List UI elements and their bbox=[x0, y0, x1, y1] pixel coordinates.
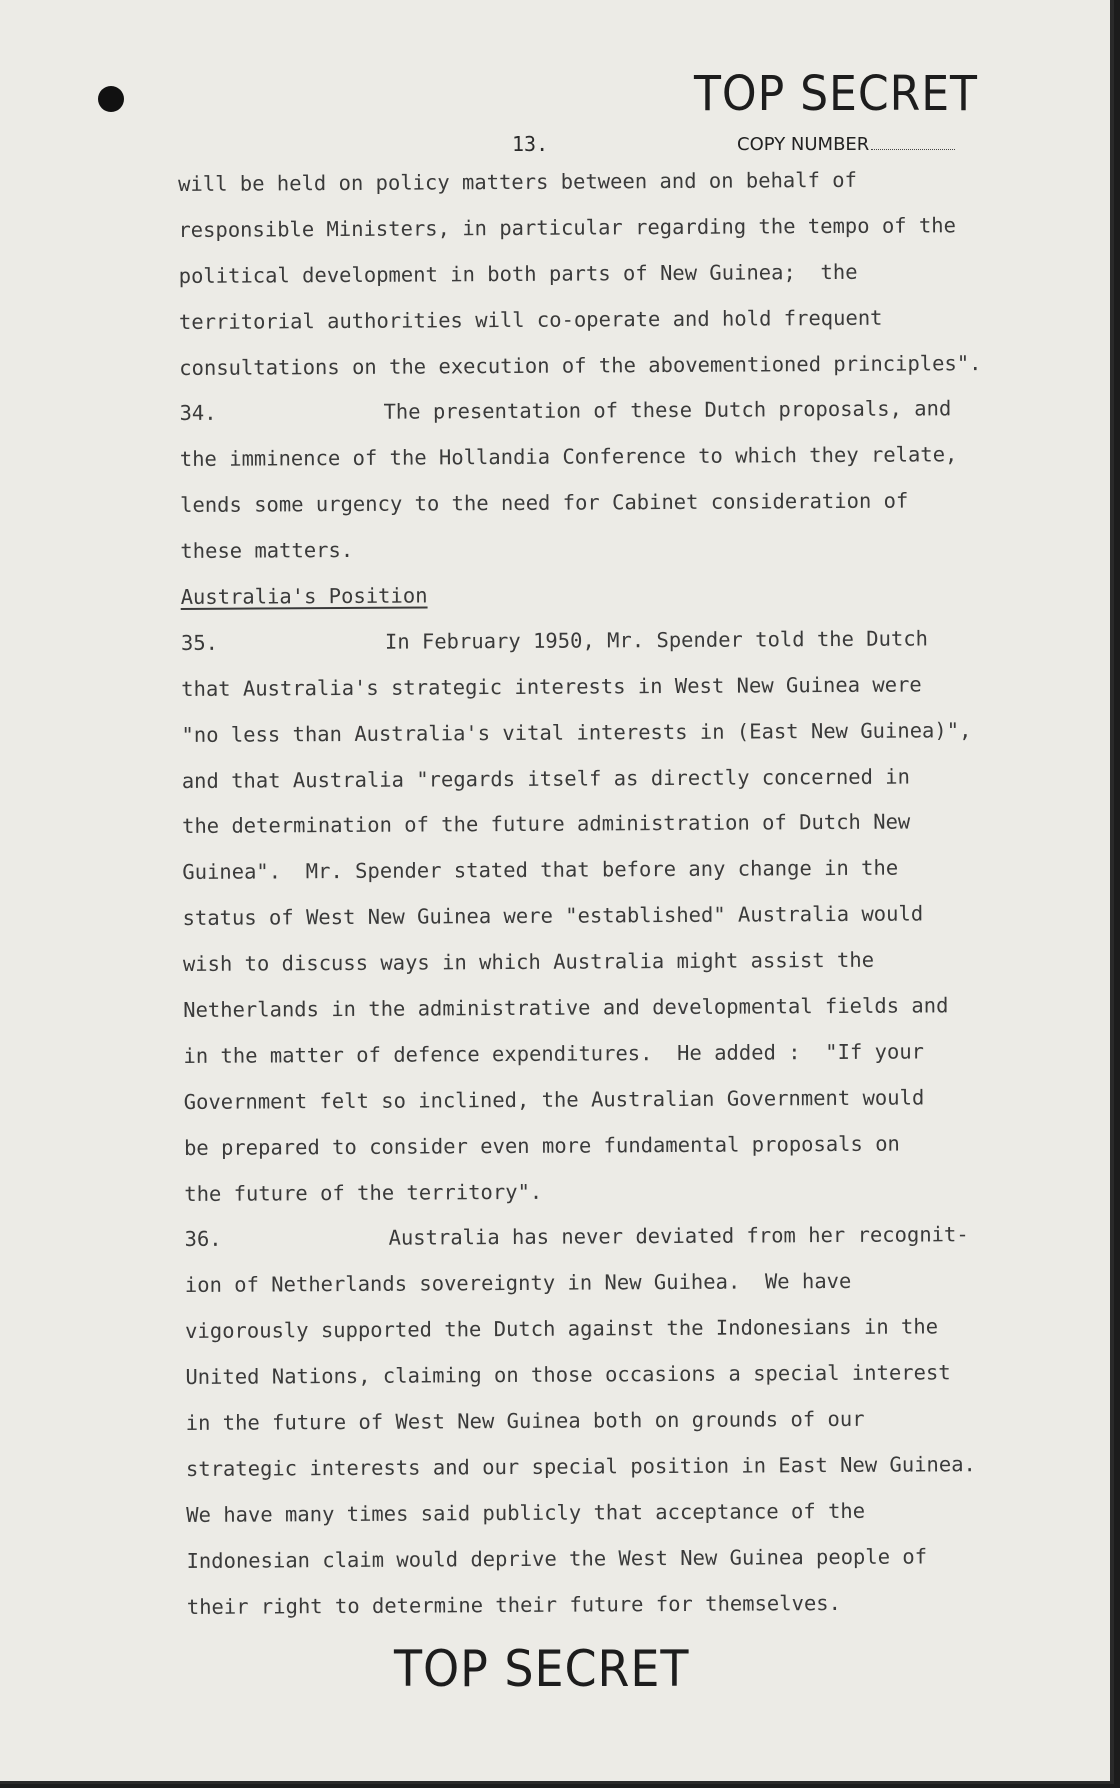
text-line: vigorously supported the Dutch against the Indonesians in the bbox=[185, 1314, 939, 1344]
text-line: status of West New Guinea were "established" Australia would bbox=[182, 901, 924, 931]
text-line: in the matter of defence expenditures. He added : "If your bbox=[183, 1039, 925, 1068]
text-line: Government felt so inclined, the Australian Government would bbox=[183, 1085, 925, 1114]
copy-number-field bbox=[737, 134, 955, 155]
copy-number-blank bbox=[871, 149, 955, 150]
punch-hole-mark bbox=[98, 86, 124, 112]
paragraph-34-first-line bbox=[179, 386, 1069, 437]
text-line: and that Australia "regards itself as directly concerned in bbox=[181, 764, 911, 793]
text-line: We have many times said publicly that acceptance of the bbox=[186, 1498, 866, 1527]
text-line: Guinea". Mr. Spender stated that before any change in the bbox=[182, 855, 899, 885]
text-line: United Nations, claiming on those occasions a special interest bbox=[185, 1360, 951, 1390]
paragraph-number: 34. bbox=[179, 401, 217, 426]
text-line: the imminence of the Hollandia Conference to which they relate, bbox=[179, 442, 958, 472]
text-line: consultations on the execution of the abovementioned principles". bbox=[179, 350, 982, 380]
copy-number-label: COPY NUMBER bbox=[737, 134, 870, 155]
text-line: The presentation of these Dutch proposals, and bbox=[383, 396, 952, 425]
classification-footer: TOP SECRET bbox=[394, 1640, 690, 1698]
classification-header: TOP SECRET bbox=[694, 66, 978, 122]
text-line: Indonesian claim would deprive the West New Guinea people of bbox=[186, 1544, 928, 1573]
document-body bbox=[178, 157, 1077, 1631]
text-line: In February 1950, Mr. Spender told the Dutch bbox=[384, 626, 929, 654]
text-line: be prepared to consider even more fundamental proposals on bbox=[183, 1131, 900, 1160]
text-line: Netherlands in the administrative and developmental fields and bbox=[183, 993, 949, 1023]
paragraph-number: 36. bbox=[184, 1227, 222, 1252]
text-line: wish to discuss ways in which Australia might assist the bbox=[182, 947, 875, 977]
text-line: their right to determine their future for themselves. bbox=[186, 1590, 842, 1619]
paragraph-35-first-line bbox=[181, 615, 1071, 666]
page-number: 13. bbox=[512, 132, 549, 156]
text-line: that Australia's strategic interests in West New Guinea were bbox=[181, 672, 922, 701]
paragraph-36-first-line bbox=[184, 1212, 1074, 1263]
text-line: lends some urgency to the need for Cabinet consideration of bbox=[180, 488, 909, 518]
text-line: ion of Netherlands sovereignty in New Guihea. We have bbox=[184, 1269, 852, 1298]
text-line: "no less than Australia's vital interests in (East New Guinea)", bbox=[181, 717, 972, 747]
text-line: the future of the territory". bbox=[184, 1179, 543, 1206]
text-line: will be held on policy matters between and on behalf of bbox=[178, 167, 858, 196]
paragraph-number: 35. bbox=[180, 630, 219, 655]
text-line: in the future of West New Guinea both on grounds of our bbox=[185, 1406, 865, 1436]
text-line: responsible Ministers, in particular regarding the tempo of the bbox=[178, 213, 957, 242]
text-line: strategic interests and our special position in East New Guinea. bbox=[185, 1452, 976, 1481]
text-line: Australia has never deviated from her recognit- bbox=[388, 1222, 969, 1251]
text-line: these matters. bbox=[180, 538, 354, 564]
text-line: the determination of the future administration of Dutch New bbox=[181, 810, 911, 839]
text-line: political development in both parts of New Guinea; the bbox=[178, 259, 858, 288]
section-heading: Australia's Position bbox=[180, 583, 428, 610]
text-line: territorial authorities will co-operate and hold frequent bbox=[178, 305, 883, 334]
